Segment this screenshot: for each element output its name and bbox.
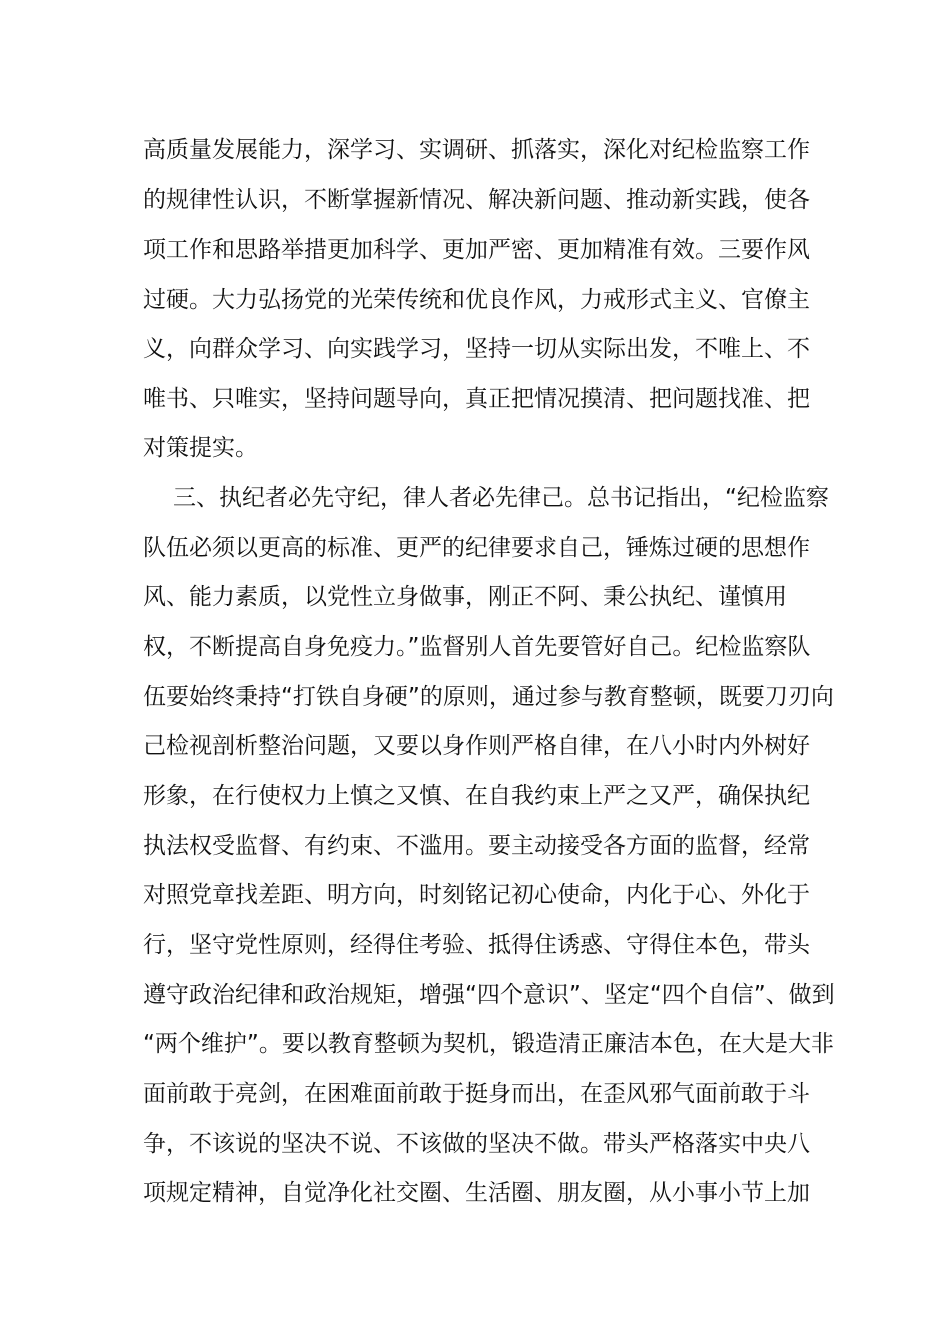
paragraph-first-line: 三、执纪者必先守纪，律人者必先律己。总书记指出，“纪检监察 — [173, 485, 829, 511]
text-line: 高质量发展能力，深学习、实调研、抓落实，深化对纪检监察工作 — [143, 137, 810, 163]
text-line: 争，不该说的坚决不说、不该做的坚决不做。带头严格落实中央八 — [143, 1131, 810, 1157]
text-line: “两个维护”。要以教育整顿为契机，锻造清正廉洁本色，在大是大非 — [143, 1031, 834, 1057]
text-line: 对策提实。 — [143, 435, 258, 461]
text-line: 遵守政治纪律和政治规矩，增强“四个意识”、坚定“四个自信”、做到 — [143, 982, 835, 1008]
text-line: 权，不断提高自身免疫力。”监督别人首先要管好自己。纪检监察队 — [143, 634, 811, 660]
text-line: 对照党章找差距、明方向，时刻铭记初心使命，内化于心、外化于 — [143, 882, 810, 908]
text-line: 行，坚守党性原则，经得住考验、抵得住诱惑、守得住本色，带头 — [143, 932, 810, 958]
text-line: 己检视剖析整治问题，又要以身作则严格自律，在八小时内外树好 — [143, 733, 810, 759]
text-line: 风、能力素质，以党性立身做事，刚正不阿、秉公执纪、谨慎用 — [143, 584, 787, 610]
text-line: 形象，在行使权力上慎之又慎、在自我约束上严之又严，确保执纪 — [143, 783, 810, 809]
text-line: 伍要始终秉持“打铁自身硬”的原则，通过参与教育整顿，既要刀刃向 — [143, 684, 834, 710]
text-line: 队伍必须以更高的标准、更严的纪律要求自己，锤炼过硬的思想作 — [143, 535, 810, 561]
text-line: 唯书、只唯实，坚持问题导向，真正把情况摸清、把问题找准、把 — [143, 386, 810, 412]
text-line: 过硬。大力弘扬党的光荣传统和优良作风，力戒形式主义、官僚主 — [143, 287, 810, 313]
text-line: 面前敢于亮剑，在困难面前敢于挺身而出，在歪风邪气面前敢于斗 — [143, 1081, 810, 1107]
text-line: 义，向群众学习、向实践学习，坚持一切从实际出发，不唯上、不 — [143, 336, 810, 362]
text-line: 执法权受监督、有约束、不滥用。要主动接受各方面的监督，经常 — [143, 833, 810, 859]
text-line: 的规律性认识，不断掌握新情况、解决新问题、推动新实践，使各 — [143, 187, 810, 213]
text-line: 项规定精神，自觉净化社交圈、生活圈、朋友圈，从小事小节上加 — [143, 1180, 810, 1206]
text-line: 项工作和思路举措更加科学、更加严密、更加精准有效。三要作风 — [143, 237, 810, 263]
